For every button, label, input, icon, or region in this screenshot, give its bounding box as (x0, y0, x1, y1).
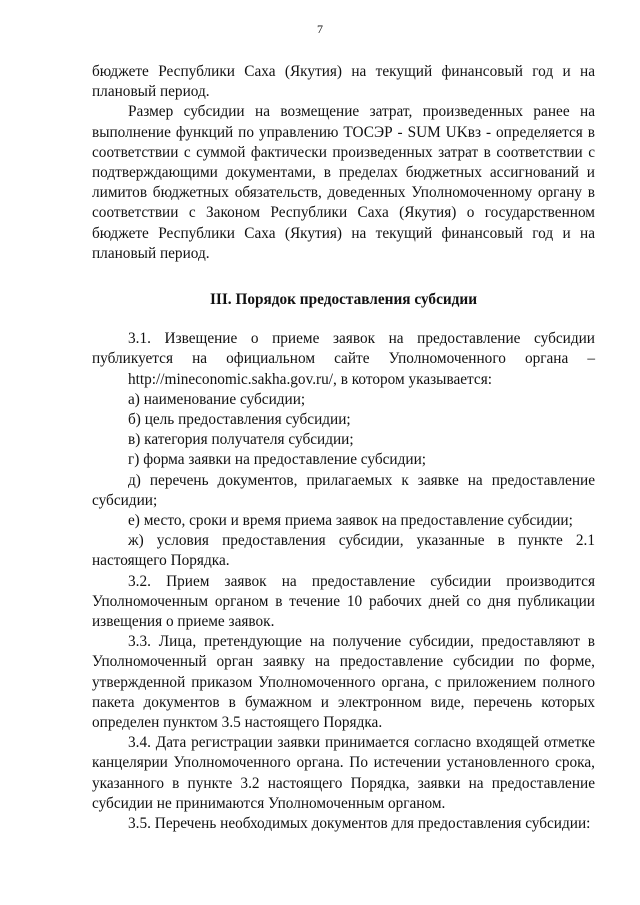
list-item: в) категория получателя субсидии; (128, 431, 354, 449)
paragraph-budget-continuation: бюджете Республики Саха (Якутия) на текущий финансовый год и на плановый период. (92, 63, 595, 101)
clause-3-1-url-line: http://mineconomic.sakha.gov.ru/, в котором указывается: (128, 370, 492, 388)
clause-3-1-intro: 3.1. Извещение о приеме заявок на предоставление субсидии публикуется на официальном сайте Уполномоченного органа – (92, 330, 595, 368)
clause-3-3: 3.3. Лица, претендующие на получение субсидии, предоставляют в Уполномоченный орган заявку на предоставление субсидии по форме, утвержденной приказом Уполномоченного органа, с приложением полного пакета документов в бумажном и электронном виде, перечень которых определен пунктом 3.5 настоящего Порядка. (92, 633, 595, 732)
clause-3-4: 3.4. Дата регистрации заявки принимается согласно входящей отметке канцелярии Уполномоченного органа. По истечении установленного срока, указанного в пункте 3.2 настоящего Порядка, заявки на предоставление субсидии не принимаются Уполномоченным органом. (92, 734, 595, 812)
list-item: д) перечень документов, прилагаемых к заявке на предоставление субсидии; (92, 471, 595, 509)
list-item: б) цель предоставления субсидии; (128, 411, 351, 429)
list-item: а) наименование субсидии; (128, 390, 306, 408)
clause-3-2: 3.2. Прием заявок на предоставление субсидии производится Уполномоченным органом в течение 10 рабочих дней со дня публикации извещения о приеме заявок. (92, 572, 595, 631)
page-number: 7 (317, 22, 323, 36)
section-three (92, 290, 595, 834)
clause-3-5: 3.5. Перечень необходимых документов для предоставления субсидии: (128, 815, 591, 833)
list-item: ж) условия предоставления субсидии, указанные в пункте 2.1 настоящего Порядка. (92, 532, 595, 570)
paragraph-subsidy-amount: Размер субсидии на возмещение затрат, произведенных ранее на выполнение функций по управлению ТОСЭР - SUM UKвз - определяется в соответствии с суммой фактически произведенных затрат в соответствии с подтверждающими документами, в пределах бюджетных ассигнований и лимитов бюджетных обязательств, доведенных Уполномоченному органу в соответствии с Законом Республики Саха (Якутия) о государственном бюджете Республики Саха (Якутия) на текущий финансовый год и на плановый период. (92, 103, 595, 262)
section-heading: III. Порядок предоставления субсидии (209, 291, 478, 308)
list-item: е) место, сроки и время приема заявок на предоставление субсидии; (128, 512, 573, 530)
top-section (92, 62, 595, 264)
list-item: г) форма заявки на предоставление субсидии; (128, 451, 427, 469)
